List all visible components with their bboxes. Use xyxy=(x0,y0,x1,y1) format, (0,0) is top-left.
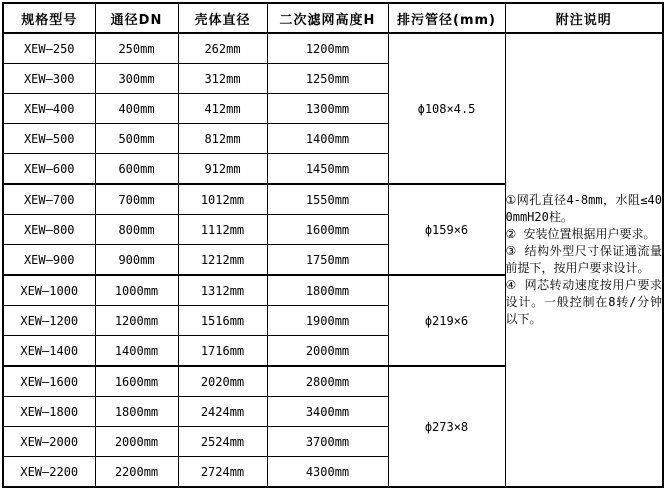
cell-nominal-diameter: 2000mm xyxy=(95,427,178,457)
cell-nominal-diameter: 400mm xyxy=(95,94,178,124)
cell-model: XEW—1800 xyxy=(3,397,95,427)
cell-filter-height: 1300mm xyxy=(267,94,388,124)
cell-nominal-diameter: 250mm xyxy=(95,33,178,64)
cell-shell-diameter: 1012mm xyxy=(178,184,267,215)
note-item: ③ 结构外型尺寸保证通流量前提下，按用户要求设计。 xyxy=(505,244,662,275)
cell-filter-height: 1200mm xyxy=(267,33,388,64)
cell-model: XEW—800 xyxy=(3,215,95,245)
cell-filter-height: 3700mm xyxy=(267,427,388,457)
cell-model: XEW—600 xyxy=(3,154,95,185)
cell-shell-diameter: 2724mm xyxy=(178,457,267,488)
cell-shell-diameter: 1716mm xyxy=(178,336,267,367)
cell-filter-height: 1600mm xyxy=(267,215,388,245)
cell-filter-height: 1750mm xyxy=(267,245,388,276)
table-row xyxy=(3,33,663,64)
cell-model: XEW—300 xyxy=(3,64,95,94)
spec-table-body xyxy=(3,33,663,487)
cell-model: XEW—900 xyxy=(3,245,95,276)
cell-shell-diameter: 412mm xyxy=(178,94,267,124)
cell-filter-height: 1900mm xyxy=(267,306,388,336)
cell-nominal-diameter: 500mm xyxy=(95,124,178,154)
cell-drain-diameter: ϕ108×4.5 xyxy=(388,33,505,184)
cell-drain-diameter: ϕ159×6 xyxy=(388,184,505,275)
cell-shell-diameter: 2020mm xyxy=(178,366,267,397)
cell-nominal-diameter: 2200mm xyxy=(95,457,178,488)
cell-model: XEW—700 xyxy=(3,184,95,215)
cell-filter-height: 1400mm xyxy=(267,124,388,154)
cell-shell-diameter: 812mm xyxy=(178,124,267,154)
cell-filter-height: 2800mm xyxy=(267,366,388,397)
cell-shell-diameter: 2424mm xyxy=(178,397,267,427)
cell-nominal-diameter: 1200mm xyxy=(95,306,178,336)
cell-filter-height: 2000mm xyxy=(267,336,388,367)
cell-shell-diameter: 1112mm xyxy=(178,215,267,245)
cell-nominal-diameter: 1000mm xyxy=(95,275,178,306)
header-shell-diameter: 壳体直径 xyxy=(178,3,267,33)
header-notes: 附注说明 xyxy=(505,3,663,33)
cell-model: XEW—1400 xyxy=(3,336,95,367)
cell-model: XEW—500 xyxy=(3,124,95,154)
cell-nominal-diameter: 900mm xyxy=(95,245,178,276)
header-row xyxy=(3,3,663,33)
cell-model: XEW—1200 xyxy=(3,306,95,336)
cell-shell-diameter: 2524mm xyxy=(178,427,267,457)
cell-drain-diameter: ϕ219×6 xyxy=(388,275,505,366)
cell-filter-height: 1250mm xyxy=(267,64,388,94)
cell-nominal-diameter: 300mm xyxy=(95,64,178,94)
cell-drain-diameter: ϕ273×8 xyxy=(388,366,505,487)
cell-model: XEW—1000 xyxy=(3,275,95,306)
cell-shell-diameter: 912mm xyxy=(178,154,267,185)
note-item: ①网孔直径4-8mm，水阻≤400mmH20柱。 xyxy=(505,193,662,224)
cell-nominal-diameter: 700mm xyxy=(95,184,178,215)
notes-cell xyxy=(505,33,663,487)
cell-nominal-diameter: 600mm xyxy=(95,154,178,185)
cell-filter-height: 3400mm xyxy=(267,397,388,427)
note-item: ② 安装位置根据用户要求。 xyxy=(505,227,656,241)
cell-shell-diameter: 1516mm xyxy=(178,306,267,336)
header-drain-diameter: 排污管径(mm) xyxy=(388,3,505,33)
cell-nominal-diameter: 800mm xyxy=(95,215,178,245)
cell-shell-diameter: 1312mm xyxy=(178,275,267,306)
cell-model: XEW—1600 xyxy=(3,366,95,397)
cell-shell-diameter: 262mm xyxy=(178,33,267,64)
note-item: ④ 网芯转动速度按用户要求设计。一般控制在8转/分钟以下。 xyxy=(505,278,662,326)
cell-filter-height: 4300mm xyxy=(267,457,388,488)
cell-filter-height: 1550mm xyxy=(267,184,388,215)
header-filter-height: 二次滤网高度H xyxy=(267,3,388,33)
cell-model: XEW—250 xyxy=(3,33,95,64)
cell-model: XEW—2000 xyxy=(3,427,95,457)
spec-table xyxy=(2,2,664,488)
cell-nominal-diameter: 1800mm xyxy=(95,397,178,427)
cell-model: XEW—2200 xyxy=(3,457,95,488)
cell-model: XEW—400 xyxy=(3,94,95,124)
cell-nominal-diameter: 1600mm xyxy=(95,366,178,397)
cell-shell-diameter: 312mm xyxy=(178,64,267,94)
header-model: 规格型号 xyxy=(3,3,95,33)
cell-shell-diameter: 1212mm xyxy=(178,245,267,276)
cell-filter-height: 1800mm xyxy=(267,275,388,306)
header-nominal-diameter: 通径DN xyxy=(95,3,178,33)
cell-filter-height: 1450mm xyxy=(267,154,388,185)
cell-nominal-diameter: 1400mm xyxy=(95,336,178,367)
